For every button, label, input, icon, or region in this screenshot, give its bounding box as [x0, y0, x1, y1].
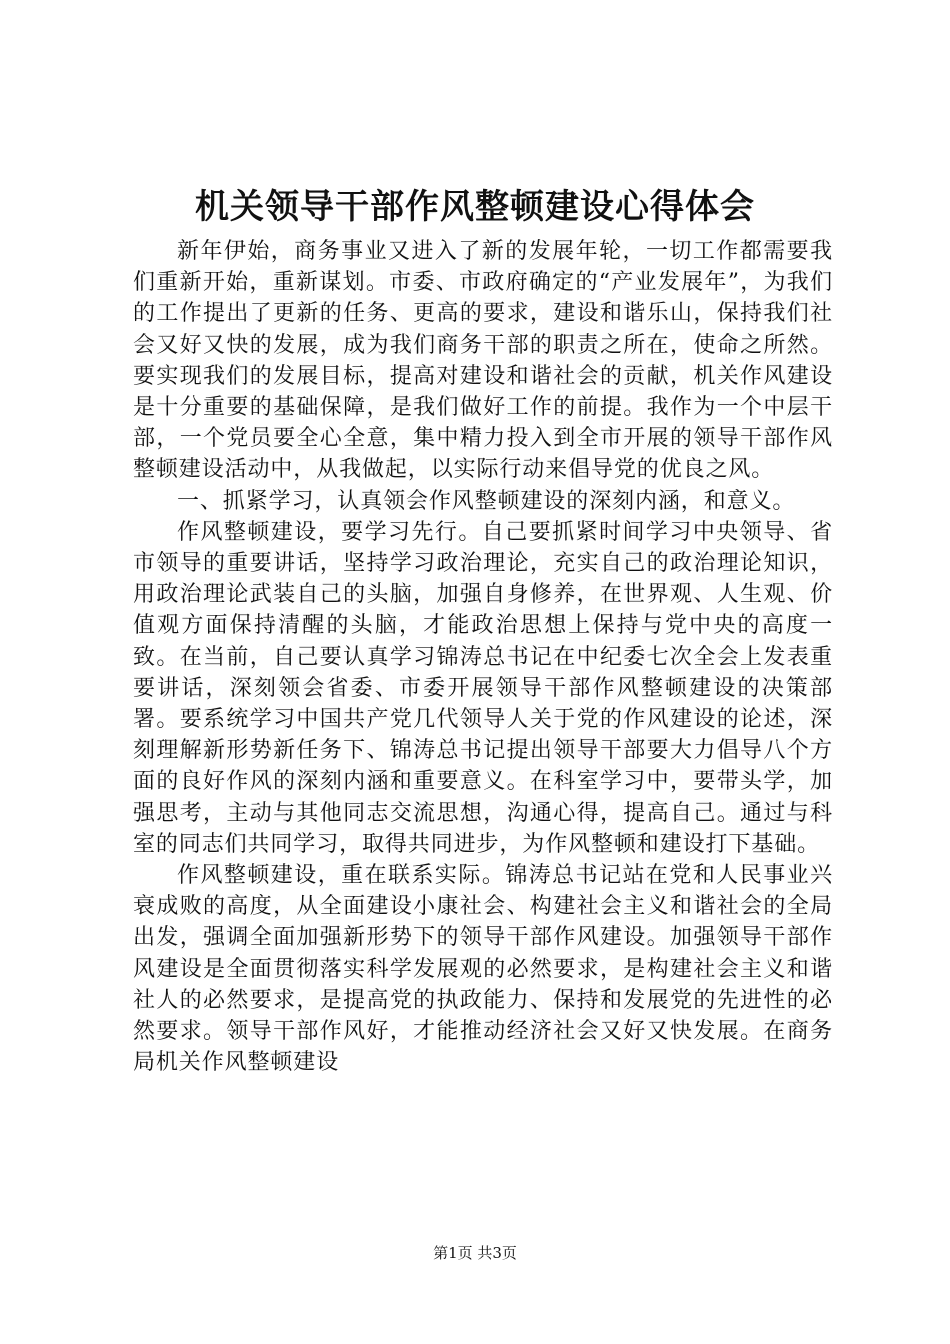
page-footer: 第1页 共3页: [433, 1244, 517, 1262]
document-title: 机关领导干部作风整顿建设心得体会: [195, 187, 755, 227]
paragraph-practice: 作风整顿建设，重在联系实际。锦涛总书记站在党和人民事业兴衰成败的高度，从全面建设小康社会、构建社会主义和谐社会的全局出发，强调全面加强新形势下的领导干部作风建设。加强领导干部作风建设是全面贯彻落实科学发展观的必然要求，是构建社会主义和谐社人的必然要求，是提高党的执政能力、保持和发展党的先进性的必然要求。领导干部作风好，才能推动经济社会又好又快发展。在商务局机关作风整顿建设: [133, 863, 833, 1076]
paragraph-study: 作风整顿建设，要学习先行。自己要抓紧时间学习中央领导、省市领导的重要讲话，坚持学习政治理论，充实自己的政治理论知识，用政治理论武装自己的头脑，加强自身修养，在世界观、人生观、价值观方面保持清醒的头脑，才能政治思想上保持与党中央的高度一致。在当前，自己要认真学习锦涛总书记在中纪委七次全会上发表重要讲话，深刻领会省委、市委开展领导干部作风整顿建设的决策部署。要系统学习中国共产党几代领导人关于党的作风建设的论述，深刻理解新形势新任务下、锦涛总书记提出领导干部要大力倡导八个方面的良好作风的深刻内涵和重要意义。在科室学习中，要带头学，加强思考，主动与其他同志交流思想，沟通心得，提高自己。通过与科室的同志们共同学习，取得共同进步，为作风整顿和建设打下基础。: [133, 519, 833, 857]
paragraph-intro: 新年伊始，商务事业又进入了新的发展年轮，一切工作都需要我们重新开始，重新谋划。市委、市政府确定的“产业发展年”，为我们的工作提出了更新的任务、更高的要求，建设和谐乐山，保持我们社会又好又快的发展，成为我们商务干部的职责之所在，使命之所然。要实现我们的发展目标，提高对建设和谐社会的贡献，机关作风建设是十分重要的基础保障，是我们做好工作的前提。我作为一个中层干部，一个党员要全心全意，集中精力投入到全市开展的领导干部作风整顿建设活动中，从我做起，以实际行动来倡导党的优良之风。: [133, 239, 833, 483]
section-heading-1: 一、抓紧学习，认真领会作风整顿建设的深刻内涵，和意义。: [177, 488, 796, 514]
document-body: [133, 236, 833, 1078]
